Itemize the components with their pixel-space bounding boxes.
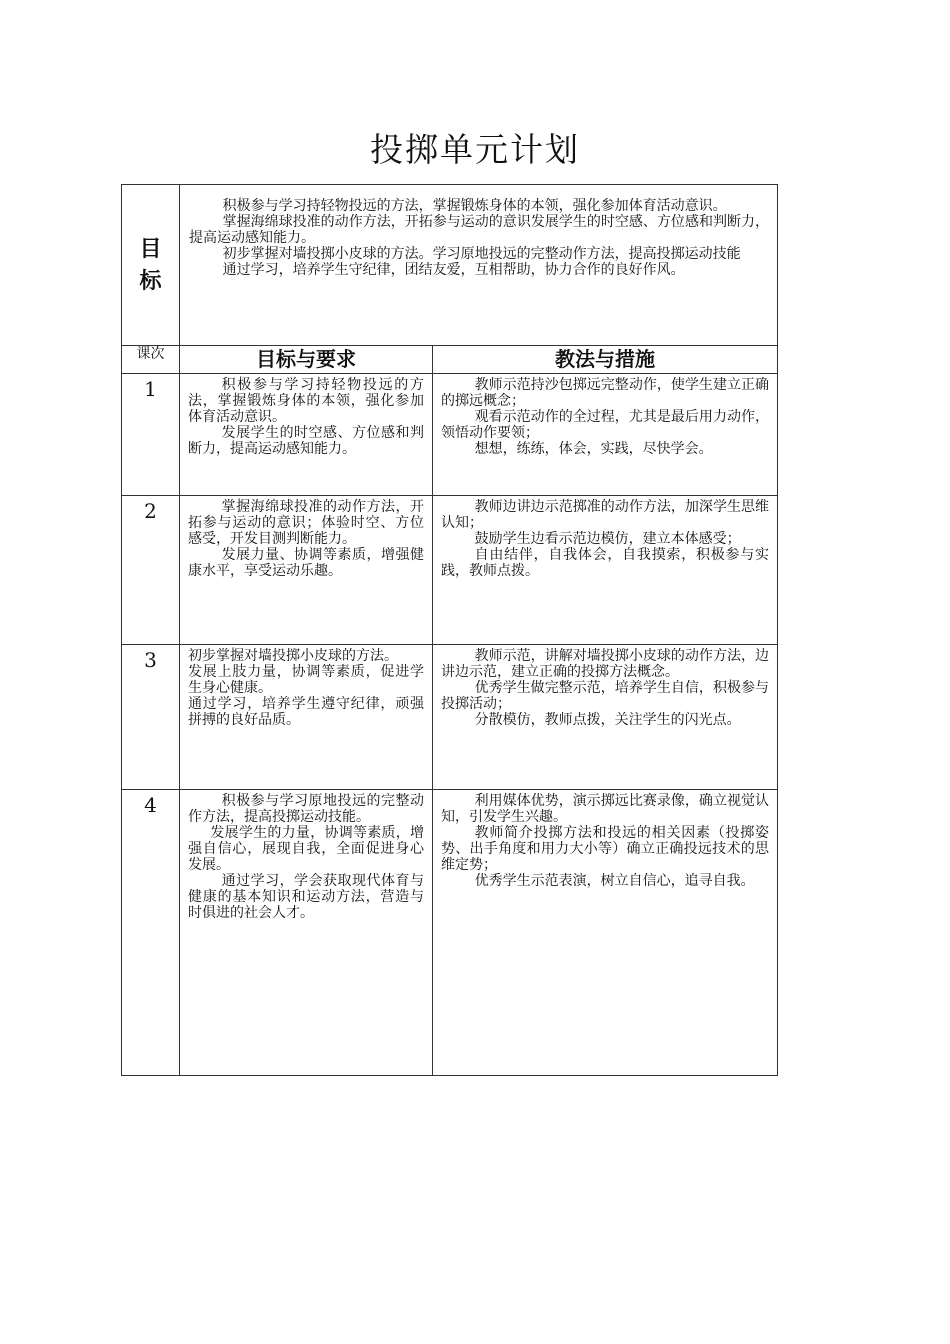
lesson-method-paragraph: 利用媒体优势，演示掷远比赛录像，确立视觉认知，引发学生兴趣。 [441,793,769,825]
header-lesson: 课次 [122,346,180,374]
goal-paragraph: 掌握海绵球投准的动作方法，开拓参与运动的意识发展学生的时空感、方位感和判断力，提高运动感知能力。 [189,214,769,246]
lesson-goal-paragraph: 发展力量、协调等素质，增强健康水平，享受运动乐趣。 [188,547,424,579]
goal-row [122,185,778,346]
lesson-method-paragraph: 自由结伴，自我体会，自我摸索，积极参与实践，教师点拨。 [441,547,769,579]
lesson-methods [433,790,778,1076]
goal-paragraph: 积极参与学习持轻物投远的方法，掌握锻炼身体的本领，强化参加体育活动意识。 [222,198,727,214]
lesson-method-paragraph: 教师示范，讲解对墙投掷小皮球的动作方法，边讲边示范，建立正确的投掷方法概念。 [441,648,769,680]
lesson-method-paragraph: 教师边讲边示范掷准的动作方法，加深学生思维认知； [441,499,769,531]
unit-plan-table [121,184,778,1076]
lesson-method-paragraph: 鼓励学生边看示范边模仿，建立本体感受； [474,531,741,547]
lesson-method-paragraph: 优秀学生做完整示范，培养学生自信，积极参与投掷活动； [441,680,769,712]
lesson-methods [433,496,778,645]
lesson-methods [433,374,778,496]
lesson-number: 2 [122,496,180,645]
lesson-method-paragraph: 观看示范动作的全过程，尤其是最后用力动作，领悟动作要领； [441,409,769,441]
lesson-number: 1 [122,374,180,496]
goal-label [122,185,180,346]
lesson-goal-paragraph: 通过学习，培养学生遵守纪律，顽强拼搏的良好品质。 [188,696,424,728]
lesson-goal-paragraph: 掌握海绵球投准的动作方法，开拓参与运动的意识；体验时空、方位感受，开发目测判断能力。 [188,499,424,547]
goal-paragraph: 初步掌握对墙投掷小皮球的方法。学习原地投远的完整动作方法，提高投掷运动技能 [222,246,741,262]
lesson-goals [180,645,433,790]
lesson-goals [180,790,433,1076]
lesson-goal-paragraph: 积极参与学习持轻物投远的方法，掌握锻炼身体的本领，强化参加体育活动意识。 [188,377,424,425]
lesson-method-paragraph: 想想，练练，体会，实践，尽快学会。 [474,441,713,457]
lesson-method-paragraph: 教师示范持沙包掷远完整动作，使学生建立正确的掷远概念； [441,377,769,409]
goal-text [180,185,778,346]
lesson-goal-paragraph: 发展学生的力量，协调等素质，增强自信心，展现自我，全面促进身心发展。 [188,825,424,873]
lesson-number: 3 [122,645,180,790]
header-goals: 目标与要求 [180,346,433,374]
page-title: 投掷单元计划 [370,130,580,169]
lesson-methods [433,645,778,790]
lesson-goal-paragraph: 发展学生的时空感、方位感和判断力，提高运动感知能力。 [188,425,424,457]
header-methods: 教法与措施 [433,346,778,374]
lesson-row [122,374,778,496]
lesson-method-paragraph: 优秀学生示范表演，树立自信心，追寻自我。 [474,873,755,889]
lesson-goals [180,374,433,496]
lesson-goals [180,496,433,645]
lesson-method-paragraph: 分散模仿，教师点拨，关注学生的闪光点。 [474,712,741,728]
goal-label-char: 目 [139,236,162,262]
goal-label-char: 标 [139,268,162,294]
goal-paragraph: 通过学习，培养学生守纪律，团结友爱，互相帮助，协力合作的良好作风。 [222,262,685,278]
lesson-row [122,496,778,645]
lesson-goal-paragraph: 积极参与学习原地投远的完整动作方法，提高投掷运动技能。 [188,793,424,825]
header-row [122,346,778,374]
lesson-goal-paragraph: 发展上肢力量，协调等素质，促进学生身心健康。 [188,664,424,696]
lesson-method-paragraph: 教师简介投掷方法和投远的相关因素（投掷姿势、出手角度和用力大小等）确立正确投远技术的思维定势； [441,825,769,873]
lesson-row [122,645,778,790]
lesson-goal-paragraph: 初步掌握对墙投掷小皮球的方法。 [188,648,398,664]
lesson-number: 4 [122,790,180,1076]
lesson-goal-paragraph: 通过学习，学会获取现代体育与健康的基本知识和运动方法，营造与时俱进的社会人才。 [188,873,424,921]
lesson-row [122,790,778,1076]
